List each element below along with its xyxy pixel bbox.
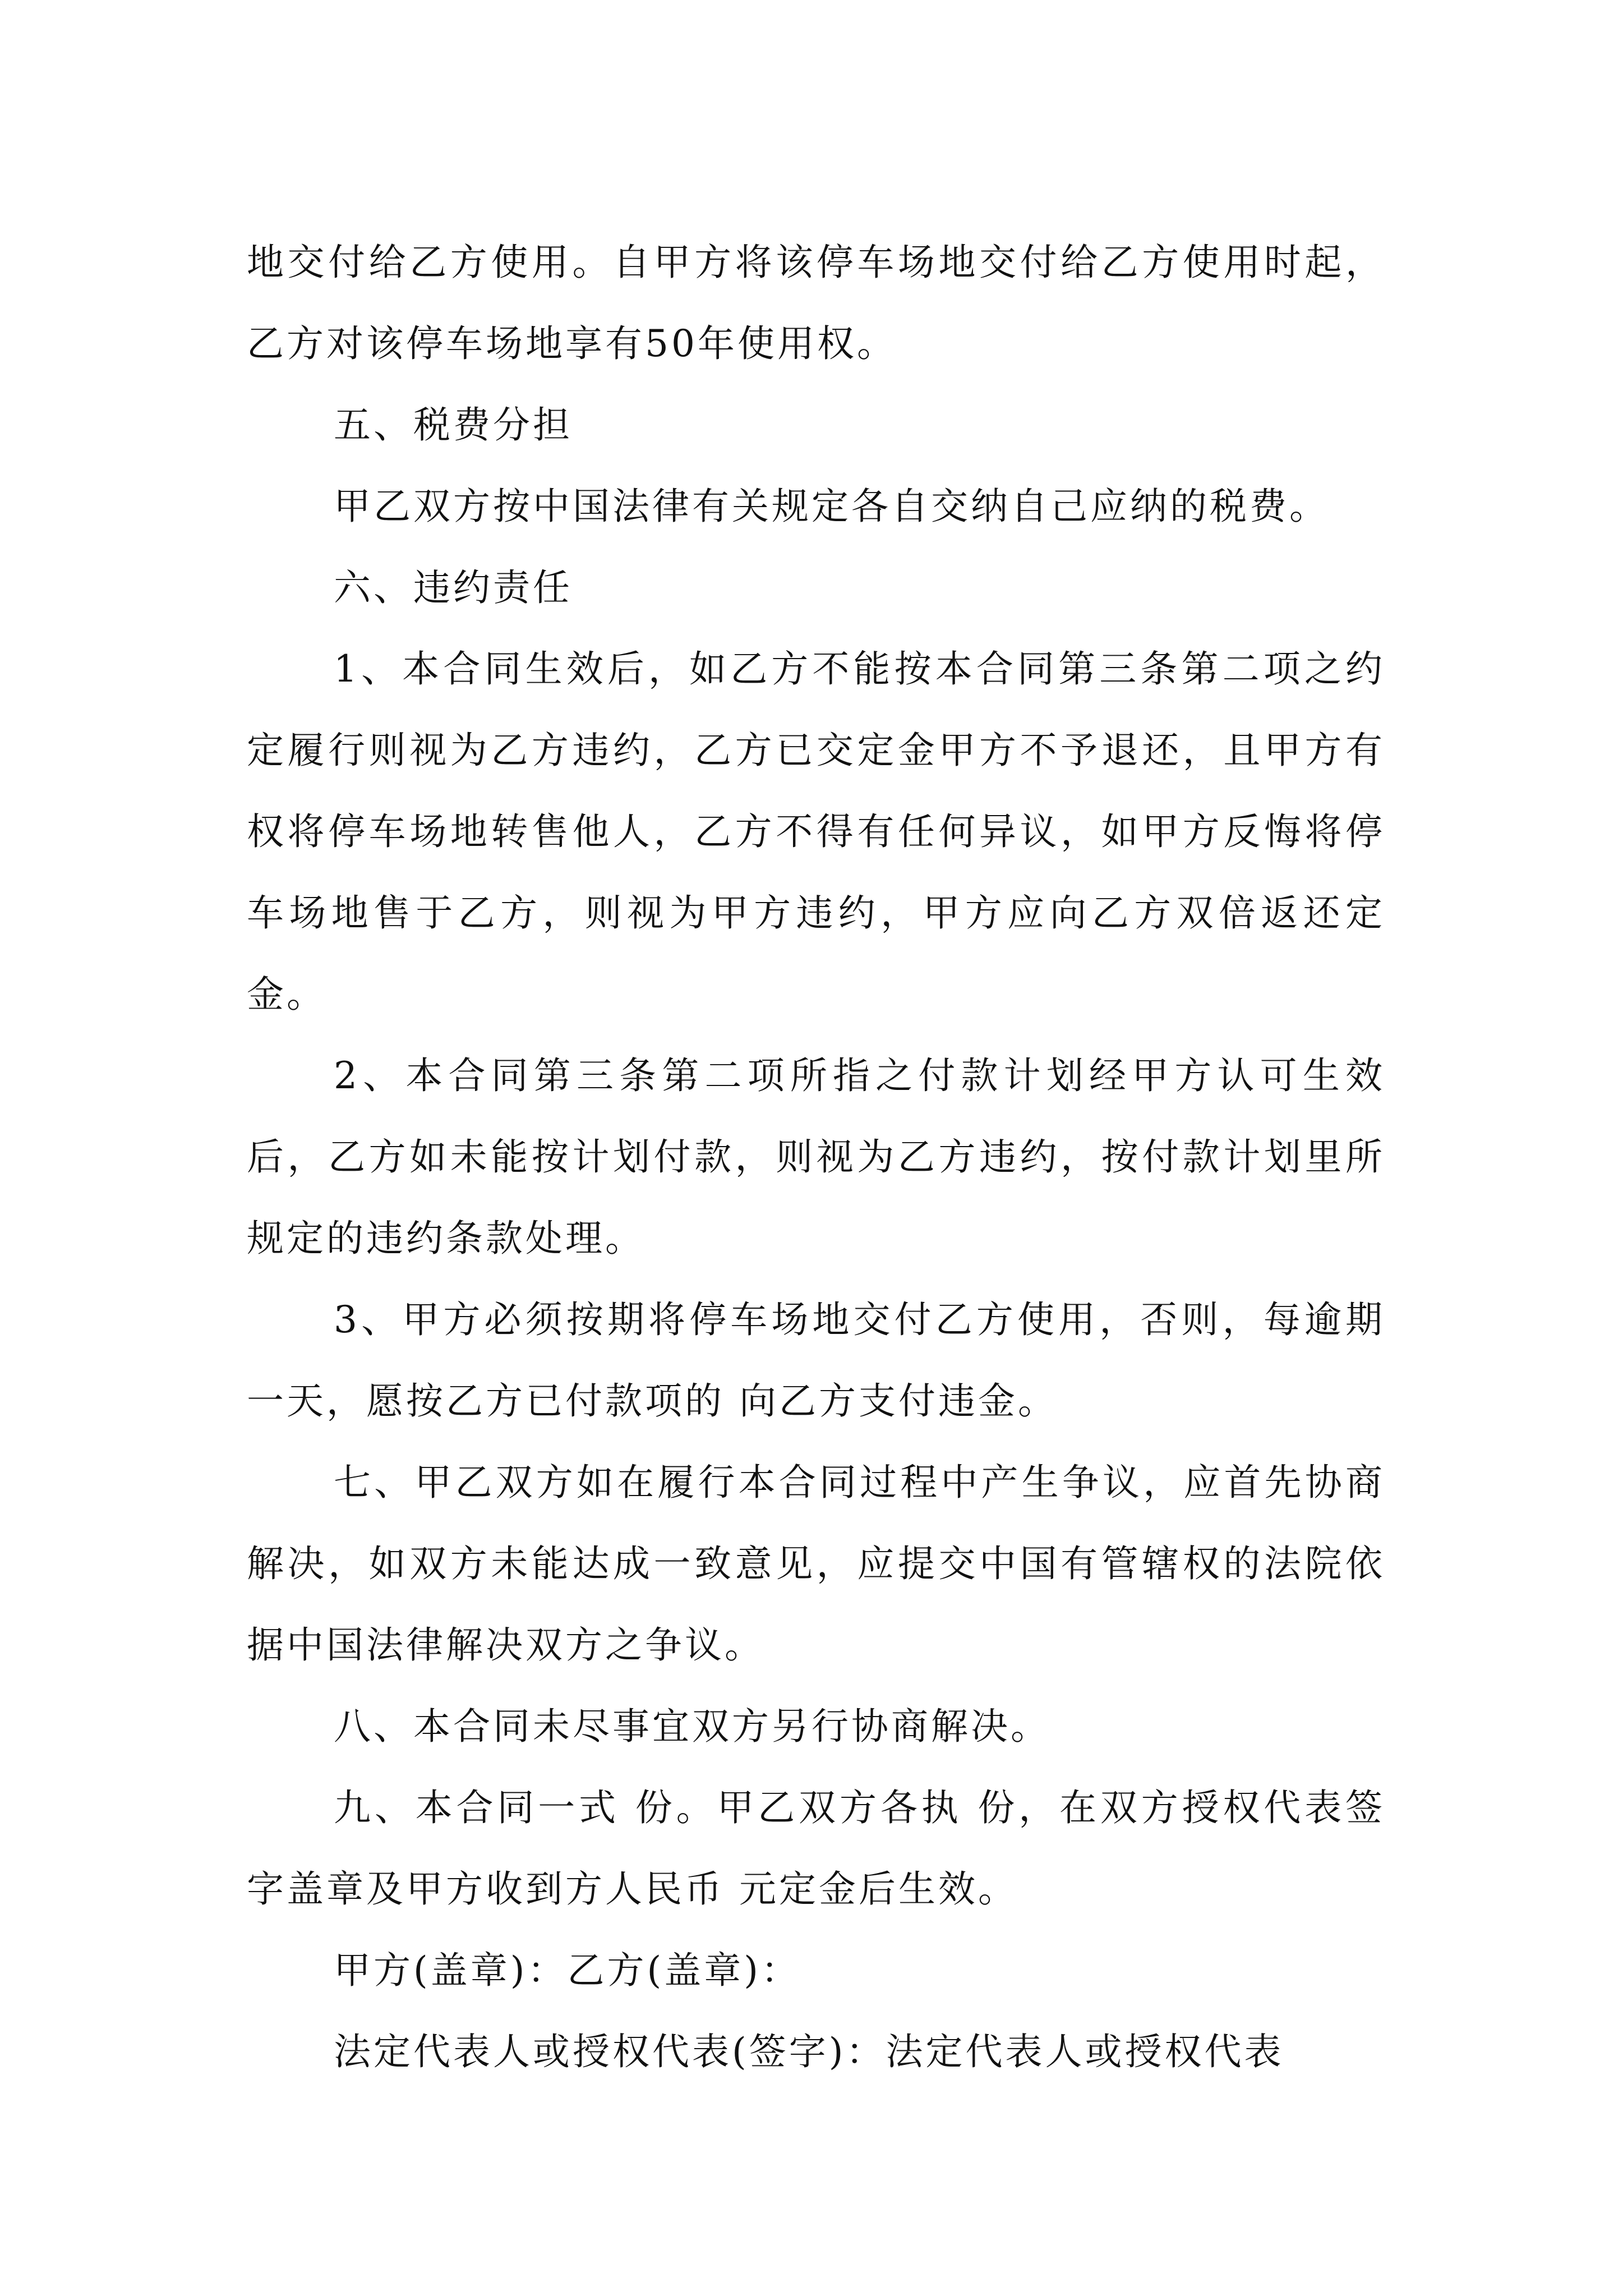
signature-representatives: 法定代表人或授权代表(签字)：法定代表人或授权代表 — [334, 2030, 1284, 2073]
signature-party-seals: 甲方(盖章)：乙方(盖章)： — [334, 1949, 801, 1992]
heading-tax-sharing: 五、税费分担 — [334, 403, 573, 447]
paragraph-breach-3: 3、甲方必须按期将停车场地交付乙方使用，否则，每逾期一天，愿按乙方已付款项的 向乙方支付违金。 — [247, 1298, 1385, 1423]
paragraph-copies: 九、本合同一式 份。甲乙双方各执 份，在双方授权代表签字盖章及甲方收到方人民币 元定金后生效。 — [247, 1786, 1385, 1911]
paragraph-dispute: 七、甲乙双方如在履行本合同过程中产生争议，应首先协商解决，如双方未能达成一致意见，应提交中国有管辖权的法院依据中国法律解决双方之争议。 — [247, 1461, 1385, 1667]
paragraph-tax: 甲乙双方按中国法律有关规定各自交纳自己应纳的税费。 — [334, 485, 1329, 528]
paragraph-other-matters: 八、本合同未尽事宜双方另行协商解决。 — [334, 1705, 1050, 1748]
paragraph-breach-2: 2、本合同第三条第二项所指之付款计划经甲方认可生效后，乙方如未能按计划付款，则视为乙方违约，按付款计划里所规定的违约条款处理。 — [247, 1054, 1385, 1260]
paragraph-continuation: 地交付给乙方使用。自甲方将该停车场地交付给乙方使用时起，乙方对该停车场地享有50年使用权。 — [247, 241, 1385, 365]
heading-breach-liability: 六、违约责任 — [334, 566, 573, 609]
paragraph-breach-1: 1、本合同生效后，如乙方不能按本合同第三条第二项之约定履行则视为乙方违约，乙方已交定金甲方不予退还，且甲方有权将停车场地转售他人，乙方不得有任何异议，如甲方反悔将停车场地售于乙方，则视为甲方违约，甲方应向乙方双倍返还定金。 — [247, 647, 1385, 1016]
contract-body — [247, 222, 1385, 2092]
